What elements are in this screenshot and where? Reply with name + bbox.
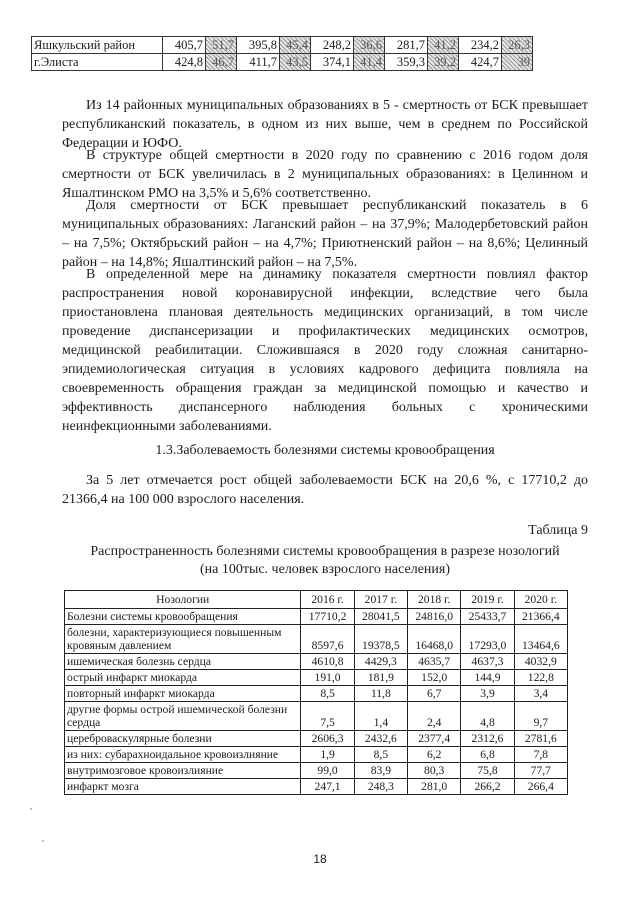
column-header: Нозологии	[65, 591, 301, 609]
nosology-table	[64, 590, 568, 795]
table-caption-line2: (на 100тыс. человек взрослого населения)	[199, 562, 451, 577]
table-cell: 3,4	[514, 686, 567, 702]
table-caption-line1: Распространенность болезнями системы кровообращения в разрезе нозологий	[90, 544, 560, 559]
table-cell: 41,4	[354, 54, 385, 71]
table-cell: 43,5	[280, 54, 311, 71]
previous-table-fragment	[31, 36, 533, 71]
column-header: 2017 г.	[354, 591, 407, 609]
table-cell: 266,2	[461, 779, 514, 795]
table-row	[32, 37, 533, 54]
table-cell: 3,9	[461, 686, 514, 702]
table-cell: 75,8	[461, 763, 514, 779]
table-row	[65, 609, 568, 625]
table-cell: 2606,3	[301, 731, 354, 747]
table-cell: 374,1	[311, 54, 354, 71]
table-row	[65, 625, 568, 654]
row-label: повторный инфаркт миокарда	[65, 686, 301, 702]
table-cell: 1,4	[354, 702, 407, 731]
table-cell: 26,3	[502, 37, 533, 54]
table-cell: 7,5	[301, 702, 354, 731]
scan-speck	[30, 808, 32, 810]
paragraph-mortality-structure: В структуре общей смертности в 2020 году по сравнению с 2016 годом доля смертности от БСК увеличилась в 2 муниципальных образованиях: в Целинном и Яшалтинском РМО на 3,5% и 5,6% соответственно.	[62, 148, 588, 201]
row-label: инфаркт мозга	[65, 779, 301, 795]
paragraph-covid-influence: В определенной мере на динамику показателя смертности повлиял фактор распространения новой коронавирусной инфекции, вследствие чего была приостановлена плановая деятельность медицинских организаций, в том числе проведение диспансеризации и профилактических медицинских осмотров, медицинской реабилитации. Сложившаяся в 2020 году сложная санитарно-эпидемиологическая ситуация в условиях кадрового дефицита повлияла на своевременность обращения граждан за медицинской помощью и качество и эффективность диспансерного наблюдения больных с хроническими неинфекционными заболеваниями.	[62, 267, 588, 434]
table-row	[32, 54, 533, 71]
table-row	[65, 763, 568, 779]
table-cell: 281,7	[385, 37, 428, 54]
table-cell: 248,2	[311, 37, 354, 54]
table-cell: 191,0	[301, 670, 354, 686]
table-cell: 36,6	[354, 37, 385, 54]
table-cell: 266,4	[514, 779, 567, 795]
row-label: цереброваскулярные болезни	[65, 731, 301, 747]
table-header-row	[65, 591, 568, 609]
table-row	[65, 654, 568, 670]
section-heading: 1.3.Заболеваемость болезнями системы кровообращения	[155, 443, 495, 458]
table-cell: 4032,9	[514, 654, 567, 670]
table-cell: 2781,6	[514, 731, 567, 747]
table-cell: 39	[502, 54, 533, 71]
table-cell: 424,7	[459, 54, 502, 71]
column-header: 2020 г.	[514, 591, 567, 609]
column-header: 2019 г.	[461, 591, 514, 609]
table-cell: 424,8	[163, 54, 206, 71]
table-cell: 395,8	[237, 37, 280, 54]
row-label: ишемическая болезнь сердца	[65, 654, 301, 670]
table-cell: 99,0	[301, 763, 354, 779]
table-cell: 4,8	[461, 702, 514, 731]
table-cell: 41,2	[428, 37, 459, 54]
table-cell: 6,2	[408, 747, 461, 763]
table-cell: 21366,4	[514, 609, 567, 625]
table-row	[65, 731, 568, 747]
column-header: 2018 г.	[408, 591, 461, 609]
table-cell: 8,5	[301, 686, 354, 702]
table-row	[65, 779, 568, 795]
table-cell: 411,7	[237, 54, 280, 71]
table-cell: 19378,5	[354, 625, 407, 654]
table-cell: 359,3	[385, 54, 428, 71]
table-cell: Яшкульский район	[32, 37, 163, 54]
table-cell: 122,8	[514, 670, 567, 686]
table-cell: 45,4	[280, 37, 311, 54]
table-cell: 144,9	[461, 670, 514, 686]
table-label: Таблица 9	[528, 523, 588, 538]
table-cell: 247,1	[301, 779, 354, 795]
row-label: из них: субарахноидальное кровоизлияние	[65, 747, 301, 763]
table-cell: 16468,0	[408, 625, 461, 654]
column-header: 2016 г.	[301, 591, 354, 609]
scan-speck	[42, 840, 44, 842]
table-cell: 51,7	[206, 37, 237, 54]
table-cell: 11,8	[354, 686, 407, 702]
table-cell: г.Элиста	[32, 54, 163, 71]
table-cell: 6,7	[408, 686, 461, 702]
table-cell: 24816,0	[408, 609, 461, 625]
table-row	[65, 670, 568, 686]
table-cell: 2432,6	[354, 731, 407, 747]
table-cell: 405,7	[163, 37, 206, 54]
table-cell: 28041,5	[354, 609, 407, 625]
table-cell: 248,3	[354, 779, 407, 795]
row-label: Болезни системы кровообращения	[65, 609, 301, 625]
page-number: 18	[313, 852, 327, 866]
table-cell: 2312,6	[461, 731, 514, 747]
table-cell: 234,2	[459, 37, 502, 54]
table-cell: 4610,8	[301, 654, 354, 670]
table-cell: 2377,4	[408, 731, 461, 747]
table-cell: 25433,7	[461, 609, 514, 625]
table-cell: 39,2	[428, 54, 459, 71]
row-label: болезни, характеризующиеся повышенным кровяным давлением	[65, 625, 301, 654]
table-cell: 17710,2	[301, 609, 354, 625]
table-cell: 83,9	[354, 763, 407, 779]
paragraph-incidence-growth: За 5 лет отмечается рост общей заболеваемости БСК на 20,6 %, с 17710,2 до 21366,4 на 100 000 взрослого населения.	[62, 473, 588, 507]
table-cell: 7,8	[514, 747, 567, 763]
table-cell: 9,7	[514, 702, 567, 731]
table-cell: 281,0	[408, 779, 461, 795]
table-cell: 1,9	[301, 747, 354, 763]
table-cell: 8,5	[354, 747, 407, 763]
table-cell: 2,4	[408, 702, 461, 731]
table-cell: 13464,6	[514, 625, 567, 654]
paragraph-municipal-mortality: Из 14 районных муниципальных образованиях в 5 - смертность от БСК превышает республиканский показатель, в одном из них выше, чем в среднем по Российской Федерации и ЮФО.	[62, 98, 588, 151]
table-cell: 4637,3	[461, 654, 514, 670]
table-cell: 152,0	[408, 670, 461, 686]
row-label: другие формы острой ишемической болезни сердца	[65, 702, 301, 731]
table-cell: 181,9	[354, 670, 407, 686]
table-row	[65, 686, 568, 702]
table-cell: 8597,6	[301, 625, 354, 654]
table-cell: 46,7	[206, 54, 237, 71]
paragraph-mortality-share: Доля смертности от БСК превышает республиканский показатель в 6 муниципальных образованиях: Лаганский район – на 37,9%; Малодербетовский район – на 7,5%; Октябрьский район – на 4,7%; Приютненский район – на 8,6%; Целинный район – на 14,8%; Яшалтинский район – на 7,5%.	[62, 198, 588, 270]
table-cell: 80,3	[408, 763, 461, 779]
table-row	[65, 702, 568, 731]
table-cell: 77,7	[514, 763, 567, 779]
table-cell: 17293,0	[461, 625, 514, 654]
table-row	[65, 747, 568, 763]
row-label: внутримозговое кровоизлияние	[65, 763, 301, 779]
table-cell: 4635,7	[408, 654, 461, 670]
row-label: острый инфаркт миокарда	[65, 670, 301, 686]
table-cell: 6,8	[461, 747, 514, 763]
table-cell: 4429,3	[354, 654, 407, 670]
